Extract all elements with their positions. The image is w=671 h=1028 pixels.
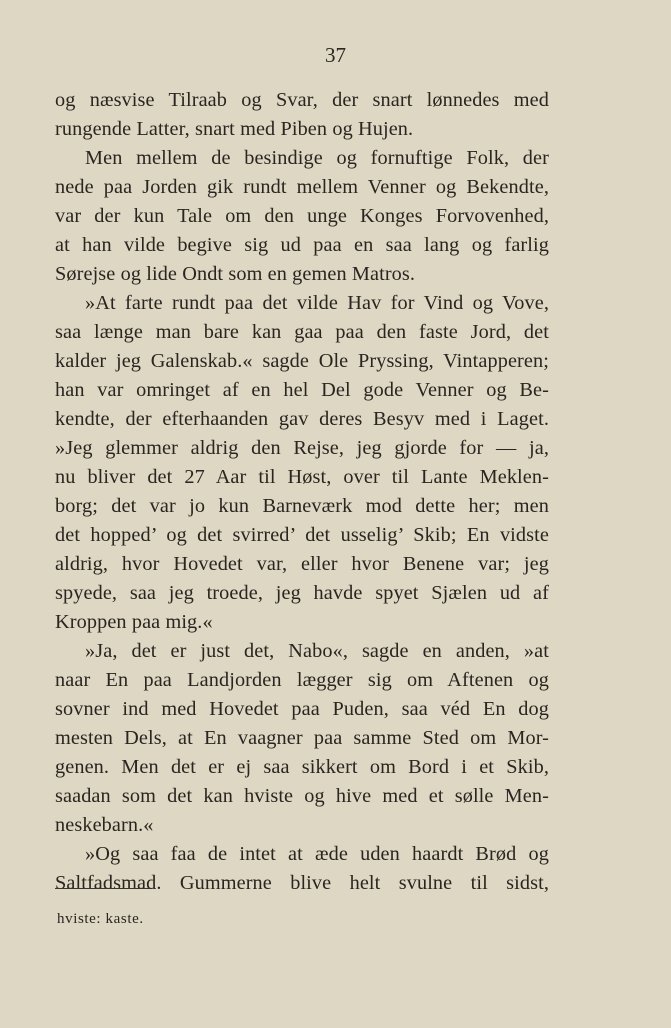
- text-line: Saltfadsmad. Gummerne blive helt svulne til sidst,: [55, 872, 549, 894]
- text-line: rungende Latter, snart med Piben og Hujen.: [55, 118, 414, 140]
- body-text: [55, 86, 549, 898]
- text-line: »At farte rundt paa det vilde Hav for Vind og Vove,: [85, 292, 549, 314]
- text-line: mesten Dels, at En vaagner paa samme Sted om Mor-: [55, 727, 549, 749]
- text-line: »Og saa faa de intet at æde uden haardt Brød og: [85, 843, 549, 865]
- text-line: »Ja, det er just det, Nabo«, sagde en anden, »at: [85, 640, 549, 662]
- page-number: 37: [325, 43, 346, 67]
- text-line: kendte, der efterhaanden gav deres Besyv med i Laget.: [55, 408, 549, 430]
- text-line: og næsvise Tilraab og Svar, der snart lønnedes med: [55, 89, 549, 111]
- text-line: genen. Men det er ej saa sikkert om Bord i et Skib,: [55, 756, 549, 778]
- text-line: neskebarn.«: [55, 814, 154, 836]
- text-line: nu bliver det 27 Aar til Høst, over til Lante Meklen-: [55, 466, 549, 488]
- text-line: saa længe man bare kan gaa paa den faste Jord, det: [55, 321, 549, 343]
- text-line: Men mellem de besindige og fornuftige Folk, der: [85, 147, 549, 169]
- text-line: at han vilde begive sig ud paa en saa lang og farlig: [55, 234, 549, 256]
- text-line: aldrig, hvor Hovedet var, eller hvor Benene var; jeg: [55, 553, 549, 575]
- text-line: han var omringet af en hel Del gode Venner og Be-: [55, 379, 549, 401]
- text-line: kalder jeg Galenskab.« sagde Ole Pryssing, Vintapperen;: [55, 350, 549, 372]
- footnote-divider: [55, 888, 150, 889]
- text-line: Kroppen paa mig.«: [55, 611, 213, 633]
- text-line: saadan som det kan hviste og hive med et sølle Men-: [55, 785, 549, 807]
- text-line: spyede, saa jeg troede, jeg havde spyet Sjælen ud af: [55, 582, 549, 604]
- text-line: det hopped’ og det svirred’ det usselig’ Skib; En vidste: [55, 524, 549, 546]
- text-line: »Jeg glemmer aldrig den Rejse, jeg gjorde for — ja,: [55, 437, 549, 459]
- text-line: Sørejse og lide Ondt som en gemen Matros.: [55, 263, 416, 285]
- text-line: naar En paa Landjorden lægger sig om Aftenen og: [55, 669, 549, 691]
- text-line: borg; det var jo kun Barneværk mod dette her; men: [55, 495, 549, 517]
- footnote: hviste: kaste.: [57, 911, 144, 927]
- text-line: var der kun Tale om den unge Konges Forvovenhed,: [55, 205, 549, 227]
- text-line: sovner ind med Hovedet paa Puden, saa véd En dog: [55, 698, 549, 720]
- text-line: nede paa Jorden gik rundt mellem Venner og Bekendte,: [55, 176, 549, 198]
